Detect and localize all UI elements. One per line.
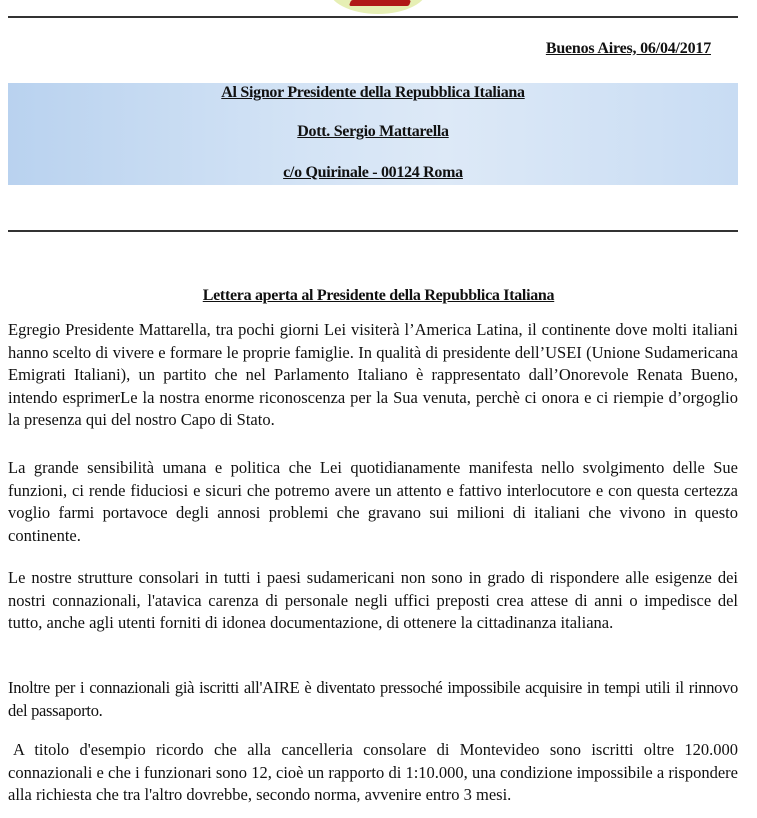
recipient-title: Al Signor Presidente della Repubblica Italiana (221, 84, 525, 101)
letter-paragraph: Le nostre strutture consolari in tutti i paesi sudamericani non sono in grado di rispondere alle esigenze dei nostri connazionali, l'atavica carenza di personale negli uffici preposti crea attese di anni o impedisce del tutto, anche agli utenti forniti di idonea documentazione, di ottenere la cittadinanza italiana. (8, 568, 738, 632)
recipient-name: Dott. Sergio Mattarella (297, 123, 449, 140)
letter-title: Lettera aperta al Presidente della Repubblica Italiana (202, 287, 555, 304)
recipient-address-box (8, 83, 738, 185)
letter-paragraph: La grande sensibilità umana e politica che Lei quotidianamente manifesta nello svolgimento delle Sue funzioni, ci rende fiduciosi e sicuri che potremo avere un attento e fattivo interlocutore e con questa certezza voglio farmi portavoce degli annosi problemi che gravano sui milioni di italiani che vivono in questo continente. (8, 458, 738, 545)
party-logo-icon (328, 0, 428, 14)
recipient-address: c/o Quirinale - 00124 Roma (283, 164, 463, 181)
letter-paragraph: Egregio Presidente Mattarella, tra pochi giorni Lei visiterà l’America Latina, il continente dove molti italiani hanno scelto di vivere e formare le proprie famiglie. In qualità di presidente dell’USEI (Unione Sudamericana Emigrati Italiani), un partito che nel Parlamento Italiano è rappresentato dall’Onorevole Renata Bueno, intendo esprimerLe la nostra enorme riconoscenza per la Sua venuta, perchè ci onora e ci riempie d’orgoglio la presenza qui del nostro Capo di Stato. (8, 320, 738, 429)
header-divider (8, 16, 738, 18)
letter-paragraph: A titolo d'esempio ricordo che alla cancelleria consolare di Montevideo sono iscritti oltre 120.000 connazionali e che i funzionari sono 12, cioè un rapporto di 1:10.000, una condizione impossibile a rispondere alla richiesta che tra l'altro dovrebbe, secondo norma, avvenire entro 3 mesi. (8, 740, 738, 804)
letter-date: Buenos Aires, 06/04/2017 (545, 40, 711, 57)
logo-mark (349, 0, 411, 6)
section-divider (8, 230, 738, 232)
letter-paragraph: Inoltre per i connazionali già iscritti all'AIRE è diventato pressoché impossibile acquisire in tempi utili il rinnovo del passaporto. (8, 678, 738, 720)
